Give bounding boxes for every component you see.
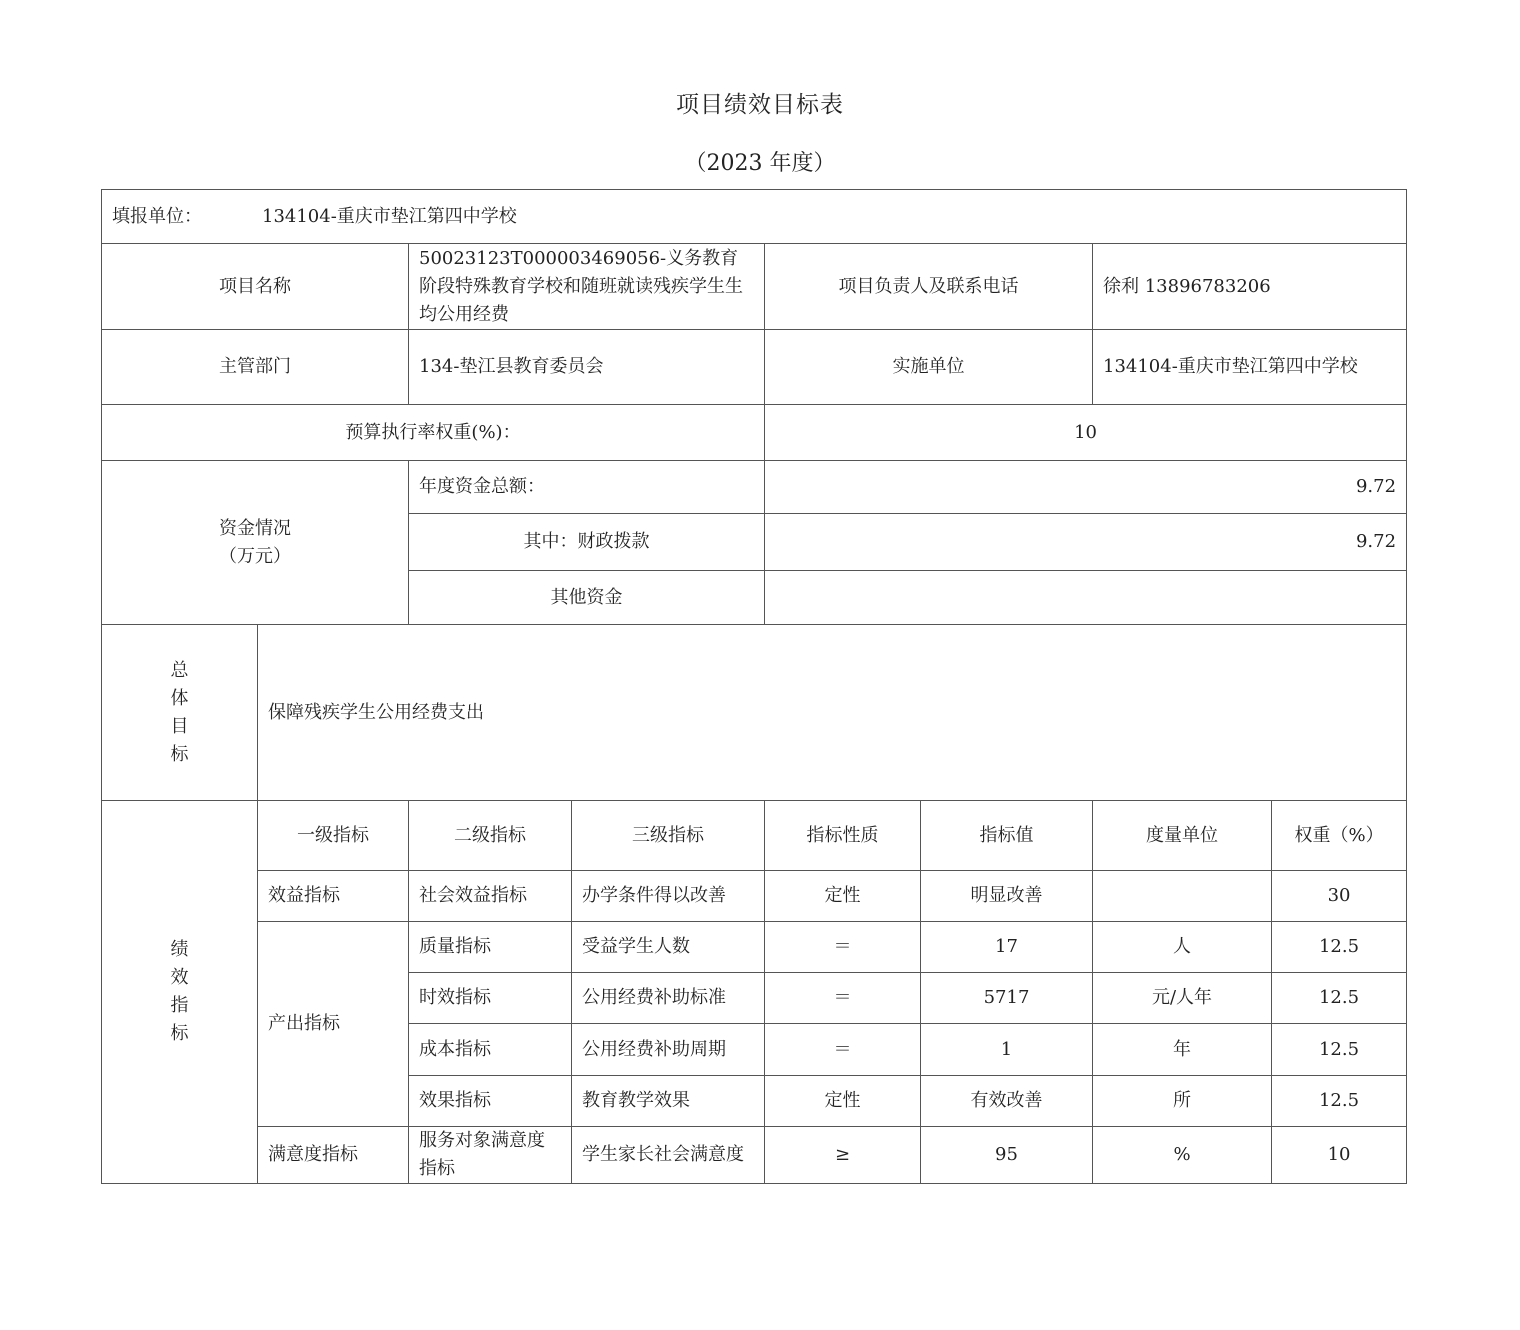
reporting-unit-value: 134104-重庆市垫江第四中学校 bbox=[262, 205, 517, 227]
output-weight: 12.5 bbox=[1272, 922, 1407, 973]
indicator-char: 效 bbox=[170, 967, 189, 988]
satisfaction-unit: % bbox=[1093, 1127, 1272, 1184]
output-level3: 教育教学效果 bbox=[572, 1076, 765, 1127]
satisfaction-value: 95 bbox=[921, 1127, 1093, 1184]
table-row bbox=[102, 871, 1407, 922]
output-unit: 人 bbox=[1093, 922, 1272, 973]
project-name-label: 项目名称 bbox=[102, 244, 409, 330]
overall-goal-value: 保障残疾学生公用经费支出 bbox=[258, 625, 1407, 801]
header-level1: 一级指标 bbox=[258, 801, 409, 871]
output-level3: 公用经费补助周期 bbox=[572, 1024, 765, 1076]
output-value: 1 bbox=[921, 1024, 1093, 1076]
table-row bbox=[102, 1127, 1407, 1184]
goal-char: 目 bbox=[170, 715, 189, 737]
indicator-char: 绩 bbox=[170, 939, 189, 960]
output-value: 5717 bbox=[921, 973, 1093, 1024]
funds-other-value bbox=[765, 571, 1407, 625]
output-level2: 时效指标 bbox=[409, 973, 572, 1024]
dept-value: 134-垫江县教育委员会 bbox=[409, 330, 765, 405]
contact-value: 徐利 13896783206 bbox=[1093, 244, 1407, 330]
benefit-level2: 社会效益指标 bbox=[409, 871, 572, 922]
output-unit: 所 bbox=[1093, 1076, 1272, 1127]
benefit-value: 明显改善 bbox=[921, 871, 1093, 922]
output-nature: ＝ bbox=[765, 922, 921, 973]
satisfaction-weight: 10 bbox=[1272, 1127, 1407, 1184]
funds-total-label: 年度资金总额： bbox=[409, 461, 765, 514]
dept-label: 主管部门 bbox=[102, 330, 409, 405]
output-level2: 成本指标 bbox=[409, 1024, 572, 1076]
satisfaction-level1: 满意度指标 bbox=[258, 1127, 409, 1184]
funds-fiscal-value: 9.72 bbox=[765, 514, 1407, 571]
funds-fiscal-label: 其中：财政拨款 bbox=[409, 514, 765, 571]
output-value: 有效改善 bbox=[921, 1076, 1093, 1127]
header-level2: 二级指标 bbox=[409, 801, 572, 871]
output-nature: 定性 bbox=[765, 1076, 921, 1127]
reporting-unit-cell bbox=[102, 190, 1407, 244]
budget-rate-value: 10 bbox=[765, 405, 1407, 461]
overall-goal-label bbox=[102, 625, 258, 801]
header-weight: 权重（%） bbox=[1272, 801, 1407, 871]
output-unit: 年 bbox=[1093, 1024, 1272, 1076]
output-unit: 元/人年 bbox=[1093, 973, 1272, 1024]
output-level3: 公用经费补助标准 bbox=[572, 973, 765, 1024]
report-year: （2023 年度） bbox=[684, 151, 836, 176]
contact-label: 项目负责人及联系电话 bbox=[765, 244, 1093, 330]
goal-char: 总 bbox=[170, 659, 189, 681]
header-nature: 指标性质 bbox=[765, 801, 921, 871]
header-value: 指标值 bbox=[921, 801, 1093, 871]
satisfaction-level3: 学生家长社会满意度 bbox=[572, 1127, 765, 1184]
table-row bbox=[102, 922, 1407, 973]
budget-rate-label: 预算执行率权重(%)： bbox=[102, 405, 765, 461]
satisfaction-nature: ≥ bbox=[765, 1127, 921, 1184]
benefit-nature: 定性 bbox=[765, 871, 921, 922]
indicator-char: 标 bbox=[170, 1023, 189, 1044]
indicator-char: 指 bbox=[170, 995, 189, 1016]
goal-char: 标 bbox=[170, 743, 189, 765]
output-level3: 受益学生人数 bbox=[572, 922, 765, 973]
output-weight: 12.5 bbox=[1272, 1076, 1407, 1127]
benefit-weight: 30 bbox=[1272, 871, 1407, 922]
output-value: 17 bbox=[921, 922, 1093, 973]
performance-table bbox=[101, 189, 1407, 1184]
funds-label bbox=[102, 461, 409, 625]
header-unit: 度量单位 bbox=[1093, 801, 1272, 871]
benefit-level3: 办学条件得以改善 bbox=[572, 871, 765, 922]
output-level2: 质量指标 bbox=[409, 922, 572, 973]
output-nature: ＝ bbox=[765, 1024, 921, 1076]
impl-unit-value: 134104-重庆市垫江第四中学校 bbox=[1093, 330, 1407, 405]
funds-total-value: 9.72 bbox=[765, 461, 1407, 514]
funds-label-line2: （万元） bbox=[219, 545, 291, 567]
project-name-value: 50023123T000003469056-义务教育阶段特殊教育学校和随班就读残疾学生生均公用经费 bbox=[409, 244, 765, 330]
funds-label-line1: 资金情况 bbox=[219, 517, 291, 539]
output-level2: 效果指标 bbox=[409, 1076, 572, 1127]
benefit-unit bbox=[1093, 871, 1272, 922]
goal-char: 体 bbox=[170, 687, 189, 709]
satisfaction-level2: 服务对象满意度指标 bbox=[409, 1127, 572, 1184]
output-weight: 12.5 bbox=[1272, 973, 1407, 1024]
header-level3: 三级指标 bbox=[572, 801, 765, 871]
benefit-level1: 效益指标 bbox=[258, 871, 409, 922]
impl-unit-label: 实施单位 bbox=[765, 330, 1093, 405]
indicators-label bbox=[102, 801, 258, 1184]
output-nature: ＝ bbox=[765, 973, 921, 1024]
funds-other-label: 其他资金 bbox=[409, 571, 765, 625]
reporting-unit-label: 填报单位： bbox=[112, 205, 202, 227]
output-weight: 12.5 bbox=[1272, 1024, 1407, 1076]
output-level1: 产出指标 bbox=[258, 922, 409, 1127]
page-title: 项目绩效目标表 bbox=[676, 92, 844, 118]
